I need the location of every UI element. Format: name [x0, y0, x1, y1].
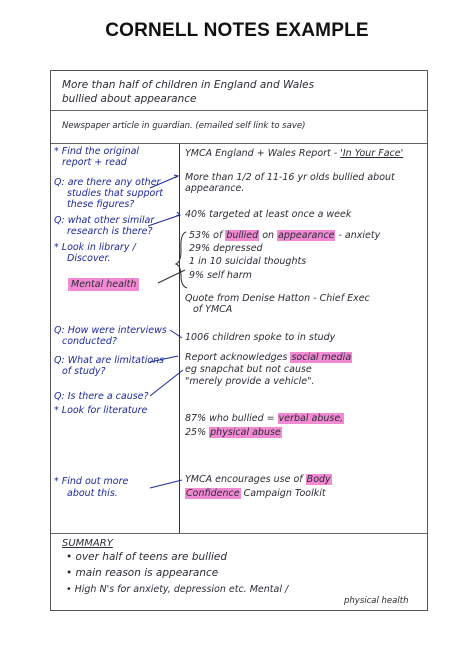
physical-abuse-highlight: physical abuse: [210, 427, 281, 438]
note-targeted: 40% targeted at least once a week: [185, 209, 352, 220]
cue-library-2: Discover.: [67, 253, 111, 264]
appearance-highlight: appearance: [278, 230, 335, 241]
note-suicidal: 1 in 10 suicidal thoughts: [189, 256, 307, 267]
note-quote-2: of YMCA: [193, 304, 233, 315]
cue-interviews-2: conducted?: [62, 336, 117, 347]
verbal-abuse-highlight: verbal abuse,: [278, 413, 344, 424]
summary-item-2: • main reason is appearance: [66, 567, 219, 579]
bullied-highlight: bullied: [226, 230, 259, 241]
note-vehicle: "merely provide a vehicle".: [185, 376, 315, 387]
cue-other-studies-3: these figures?: [67, 199, 135, 210]
cue-limitations-1: Q: What are limitations: [54, 355, 165, 366]
stats-brace: [176, 232, 187, 288]
note-anxiety: 53% of bullied on appearance - anxiety: [189, 230, 381, 241]
note-quote-1: Quote from Denise Hatton - Chief Exec: [185, 293, 370, 304]
cue-cause: Q: Is there a cause?: [54, 391, 149, 402]
note-report-ack: Report acknowledges social media: [185, 352, 352, 363]
note-stat-1: More than 1/2 of 11-16 yr olds bullied about: [185, 172, 395, 183]
mental-health-highlight: Mental health: [68, 278, 139, 291]
cue-other-studies-2: studies that support: [67, 188, 163, 199]
topic-line-2: bullied about appearance: [62, 93, 197, 105]
note-campaign: Confidence Campaign Toolkit: [186, 488, 326, 499]
arrow-studies: [150, 176, 178, 188]
cue-find-out-2: about this.: [67, 488, 118, 499]
arrow-research-head: [176, 212, 180, 216]
cue-similar-research-2: research is there?: [67, 226, 153, 237]
body-highlight: Body: [306, 474, 331, 485]
summary-item-3: • High N's for anxiety, depression etc. Mental /: [66, 584, 289, 595]
note-depressed: 29% depressed: [189, 243, 263, 254]
note-self-harm: 9% self harm: [189, 270, 252, 281]
cue-similar-research-1: Q: what other similar: [54, 215, 155, 226]
arrow-interviews: [170, 330, 182, 338]
confidence-highlight: Confidence: [186, 488, 240, 499]
cue-find-original-2: report + read: [62, 157, 127, 168]
note-children-spoke: 1006 children spoke to in study: [185, 332, 336, 343]
arrow-find-out: [150, 480, 182, 488]
summary-heading: SUMMARY: [62, 538, 113, 549]
note-report: YMCA England + Wales Report - 'In Your Face': [185, 148, 404, 159]
cue-limitations-2: of study?: [62, 366, 106, 377]
arrow-cause: [150, 370, 183, 396]
page-title: CORNELL NOTES EXAMPLE: [105, 20, 369, 41]
arrow-limitations: [150, 356, 178, 362]
cue-find-original-1: * Find the original: [54, 146, 140, 157]
summary-item-1: • over half of teens are bullied: [66, 551, 228, 563]
cue-find-out-1: * Find out more: [54, 476, 129, 487]
cue-literature: * Look for literature: [54, 405, 148, 416]
cue-interviews-1: Q: How were interviews: [54, 325, 167, 336]
social-media-highlight: social media: [291, 352, 352, 363]
summary-item-3b: physical health: [344, 596, 409, 606]
note-ymca-encourages: YMCA encourages use of Body: [185, 474, 331, 485]
topic-line-1: More than half of children in England and Wales: [62, 79, 315, 91]
report-name: 'In Your Face': [340, 148, 404, 159]
arrow-research: [148, 215, 180, 226]
note-snapchat: eg snapchat but not cause: [185, 364, 312, 375]
note-stat-2: appearance.: [185, 183, 245, 194]
cue-other-studies-1: Q: are there any other: [54, 177, 161, 188]
cue-library-1: * Look in library /: [54, 242, 136, 253]
note-physical-abuse: 25% physical abuse: [185, 427, 281, 438]
source-note: Newspaper article in guardian. (emailed self link to save): [62, 121, 306, 131]
note-verbal-abuse: 87% who bullied = verbal abuse,: [185, 413, 344, 424]
